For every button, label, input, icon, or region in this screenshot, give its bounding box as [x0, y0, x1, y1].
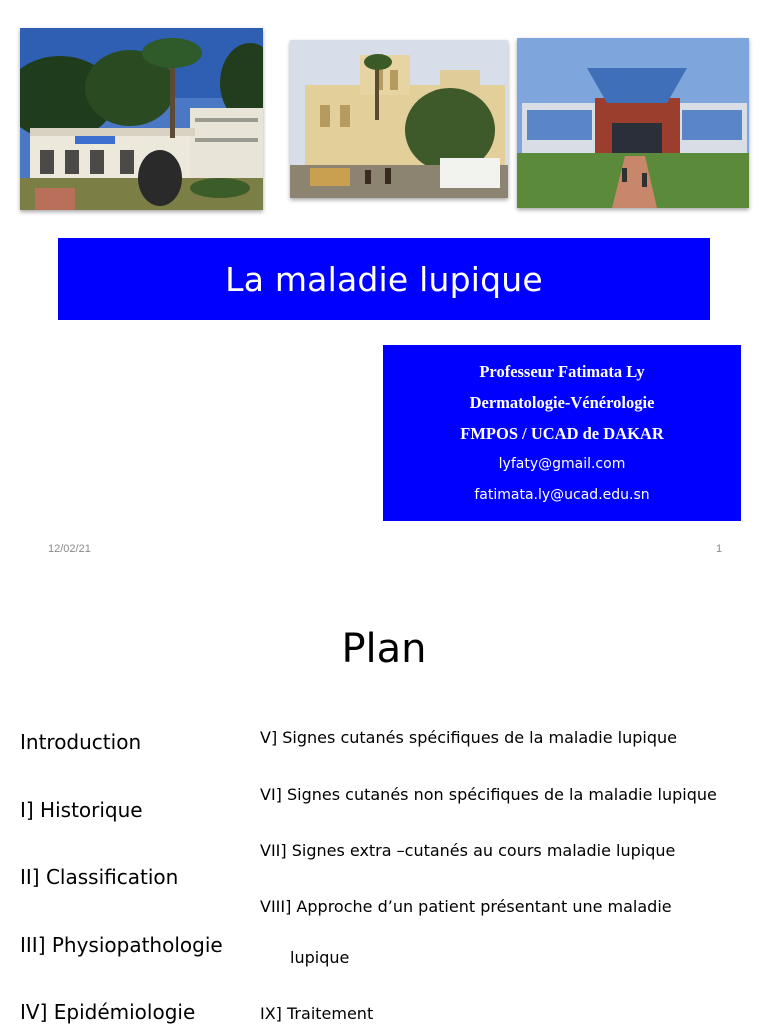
author-institution: FMPOS / UCAD de DAKAR: [460, 423, 664, 443]
plan-right-item: IX] Traitement: [260, 1004, 374, 1023]
plan-right-item: V] Signes cutanés spécifiques de la maladie lupique: [260, 728, 677, 747]
plan-left-item: I] Historique: [20, 798, 143, 822]
author-email-2[interactable]: fatimata.ly@ucad.edu.sn: [474, 486, 650, 503]
plan-right-item: VII] Signes extra –cutanés au cours maladie lupique: [260, 841, 676, 860]
building-photo-1: [20, 28, 263, 210]
author-department: Dermatologie-Vénérologie: [469, 392, 655, 412]
plan-left-item: II] Classification: [20, 865, 179, 889]
title-banner: [58, 238, 710, 320]
plan-left-item: Introduction: [20, 730, 142, 754]
plan-left-item: IV] Epidémiologie: [20, 1000, 196, 1024]
author-email-1[interactable]: lyfaty@gmail.com: [498, 455, 626, 472]
plan-left-item: III] Physiopathologie: [20, 933, 223, 957]
slide-date: 12/02/21: [48, 543, 91, 555]
author-box: [383, 345, 741, 521]
building-photo-2: [290, 40, 508, 198]
author-name: Professeur Fatimata Ly: [479, 361, 645, 381]
plan-right-item: VI] Signes cutanés non spécifiques de la maladie lupique: [260, 785, 717, 804]
plan-slide: [0, 580, 768, 1024]
slide-number: 1: [716, 543, 723, 555]
slide-title: La maladie lupique: [225, 259, 543, 299]
building-photo-3: [517, 38, 749, 208]
plan-title: Plan: [341, 626, 427, 672]
plan-right-item: lupique: [290, 948, 350, 967]
plan-right-item: VIII] Approche d’un patient présentant une maladie: [260, 897, 672, 916]
